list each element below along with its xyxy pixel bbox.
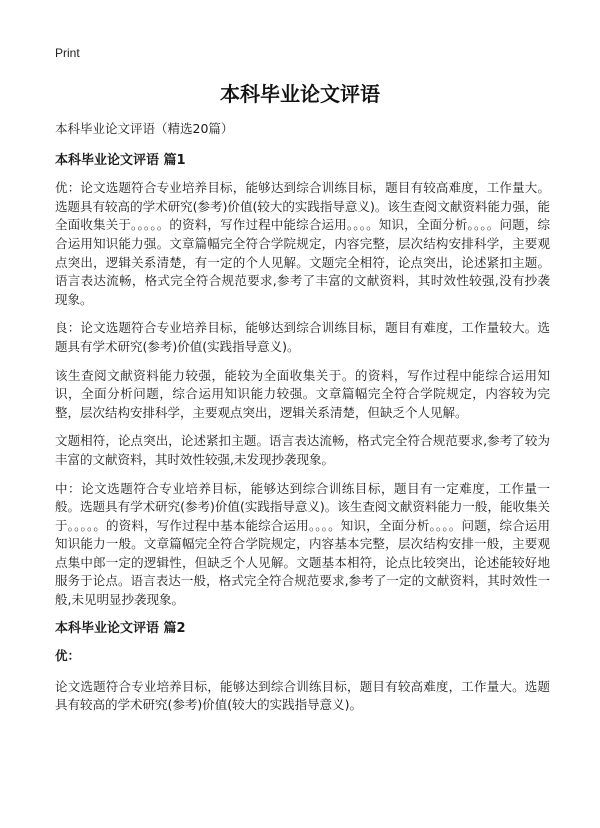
print-link[interactable]: Print — [55, 46, 80, 60]
section-heading-2: 本科毕业论文评语 篇2 — [55, 620, 186, 636]
section-heading-1: 本科毕业论文评语 篇1 — [55, 152, 186, 168]
document-subtitle: 本科毕业论文评语（精选20篇） — [55, 121, 234, 136]
paragraph-excellent: 优：论文选题符合专业培养目标，能够达到综合训练目标，题目有较高难度，工作量大。选题具有较高的学术研究(参考)价值(较大的实践指导意义)。该生查阅文献资料能力强，能全面收集关于。。。。。的资料，写作过程中能综合运用。。。。知识，全面分析。。。。问题，综合运用知识能力强。文章篇幅完全符合学院规定，内容完整，层次结构安排科学，主要观点突出，逻辑关系清楚，有一定的个人见解。文题完全相符，论点突出，论述紧扣主题。语言表达流畅，格式完全符合规范要求,参考了丰富的文献资料，其时效性较强,没有抄袭现象。 — [55, 180, 550, 307]
paragraph-good-detail: 该生查阅文献资料能力较强，能较为全面收集关于。的资料，写作过程中能综合运用知识，全面分析问题，综合运用知识能力较强。文章篇幅完全符合学院规定，内容较为完整，层次结构安排科学，主要观点突出，逻辑关系清楚，但缺乏个人见解。 — [55, 367, 550, 420]
paragraph-medium: 中：论文选题符合专业培养目标，能够达到综合训练目标，题目有一定难度，工作量一般。选题具有学术研究(参考)价值(实践指导意义)。该生查阅文献资料能力一般，能收集关于。。。。。的资料，写作过程中基本能综合运用。。。。知识，全面分析。。。。问题，综合运用知识能力一般。文章篇幅完全符合学院规定，内容基本完整，层次结构安排一般，主要观点集中郎一定的逻辑性，但缺乏个人见解。文题基本相符，论点比较突出，论述能较好地服务于论点。语言表达一般，格式完全符合规范要求,参考了一定的文献资料，其时效性一般,未见明显抄袭现象。 — [55, 480, 550, 608]
paragraph-good: 良：论文选题符合专业培养目标，能够达到综合训练目标，题目有难度，工作量较大。选题具有学术研究(参考)价值(实践指导意义)。 — [55, 320, 550, 354]
section2-paragraph: 论文选题符合专业培养目标，能够达到综合训练目标，题目有较高难度，工作量大。选题具有较高的学术研究(参考)价值(较大的实践指导意义)。 — [55, 678, 550, 713]
page-title: 本科毕业论文评语 — [220, 82, 380, 106]
paragraph-good-summary: 文题相符，论点突出，论述紧扣主题。语言表达流畅，格式完全符合规范要求,参考了较为丰富的文献资料，其时效性较强,未发现抄袭现象。 — [55, 433, 550, 467]
section2-grade-label: 优： — [55, 648, 81, 664]
document-body — [55, 120, 550, 725]
